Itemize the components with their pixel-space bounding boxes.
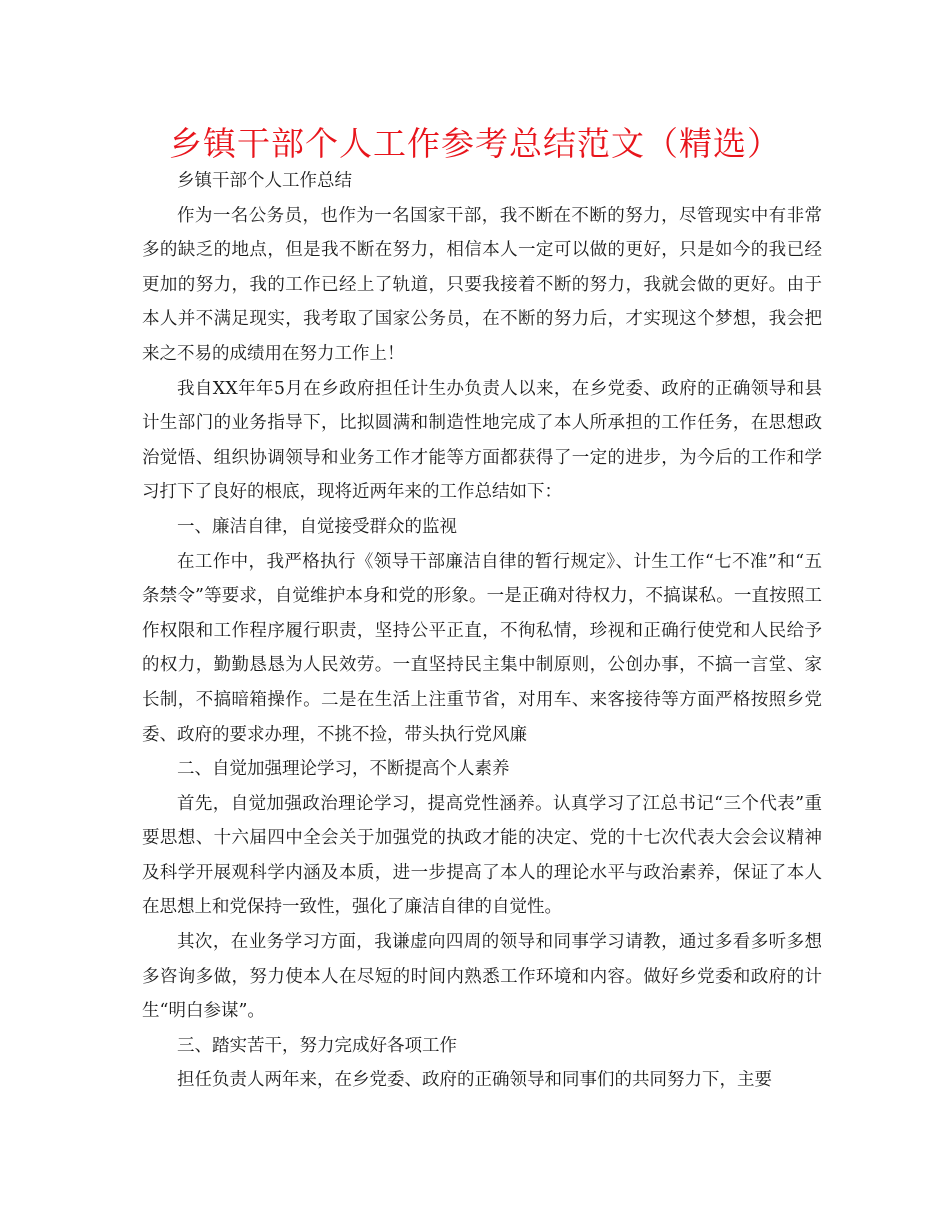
subtitle-paragraph: 乡镇干部个人工作总结	[177, 171, 352, 191]
body-paragraph: 首先，自觉加强政治理论学习，提高党性涵养。认真学习了江总书记“三个代表”重要思想、十六届四中全会关于加强党的执政才能的决定、党的十七次代表大会会议精神及科学开展观科学内涵及本质，进一步提高了本人的理论水平与政治素养，保证了本人在思想上和党保持一致性，强化了廉洁自律的自觉性。	[142, 793, 822, 918]
body-paragraph: 在工作中，我严格执行《领导干部廉洁自律的暂行规定》、计生工作“七不准”和“五条禁令”等要求，自觉维护本身和党的形象。一是正确对待权力，不搞谋私。一直按照工作权限和工作程序履行职责，坚持公平正直，不徇私情，珍视和正确行使党和人民给予的权力，勤勤恳恳为人民效劳。一直坚持民主集中制原则，公创办事，不搞一言堂、家长制，不搞暗箱操作。二是在生活上注重节省，对用车、来客接待等方面严格按照乡党委、政府的要求办理，不挑不捡，带头执行党风廉	[142, 551, 822, 745]
body-paragraph: 担任负责人两年来，在乡党委、政府的正确领导和同事们的共同努力下，主要	[177, 1070, 772, 1091]
body-paragraph: 我自XX年年5月在乡政府担任计生办负责人以来，在乡党委、政府的正确领导和县计生部门的业务指导下，比拟圆满和制造性地完成了本人所承担的工作任务，在思想政治觉悟、组织协调领导和业务工作才能等方面都获得了一定的进步，为今后的工作和学习打下了良好的根底，现将近两年来的工作总结如下：	[142, 378, 822, 503]
section-heading: 二、自觉加强理论学习，不断提高个人素养	[177, 759, 510, 780]
section-heading: 一、廉洁自律，自觉接受群众的监视	[177, 516, 457, 537]
body-paragraph: 作为一名公务员，也作为一名国家干部，我不断在不断的努力，尽管现实中有非常多的缺乏的地点，但是我不断在努力，相信本人一定可以做的更好，只是如今的我已经更加的努力，我的工作已经上了轨道，只要我接着不断的努力，我就会做的更好。由于本人并不满足现实，我考取了国家公务员，在不断的努力后，才实现这个梦想，我会把来之不易的成绩用在努力工作上！	[142, 205, 822, 364]
document-title: 乡镇干部个人工作参考总结范文（精选）	[169, 124, 781, 163]
body-paragraph: 其次，在业务学习方面，我谦虚向四周的领导和同事学习请教，通过多看多听多想多咨询多做，努力使本人在尽短的时间内熟悉工作环境和内容。做好乡党委和政府的计生“明白参谋”。	[142, 932, 822, 1022]
section-heading: 三、踏实苦干，努力完成好各项工作	[177, 1035, 457, 1056]
document-body	[142, 164, 822, 1098]
